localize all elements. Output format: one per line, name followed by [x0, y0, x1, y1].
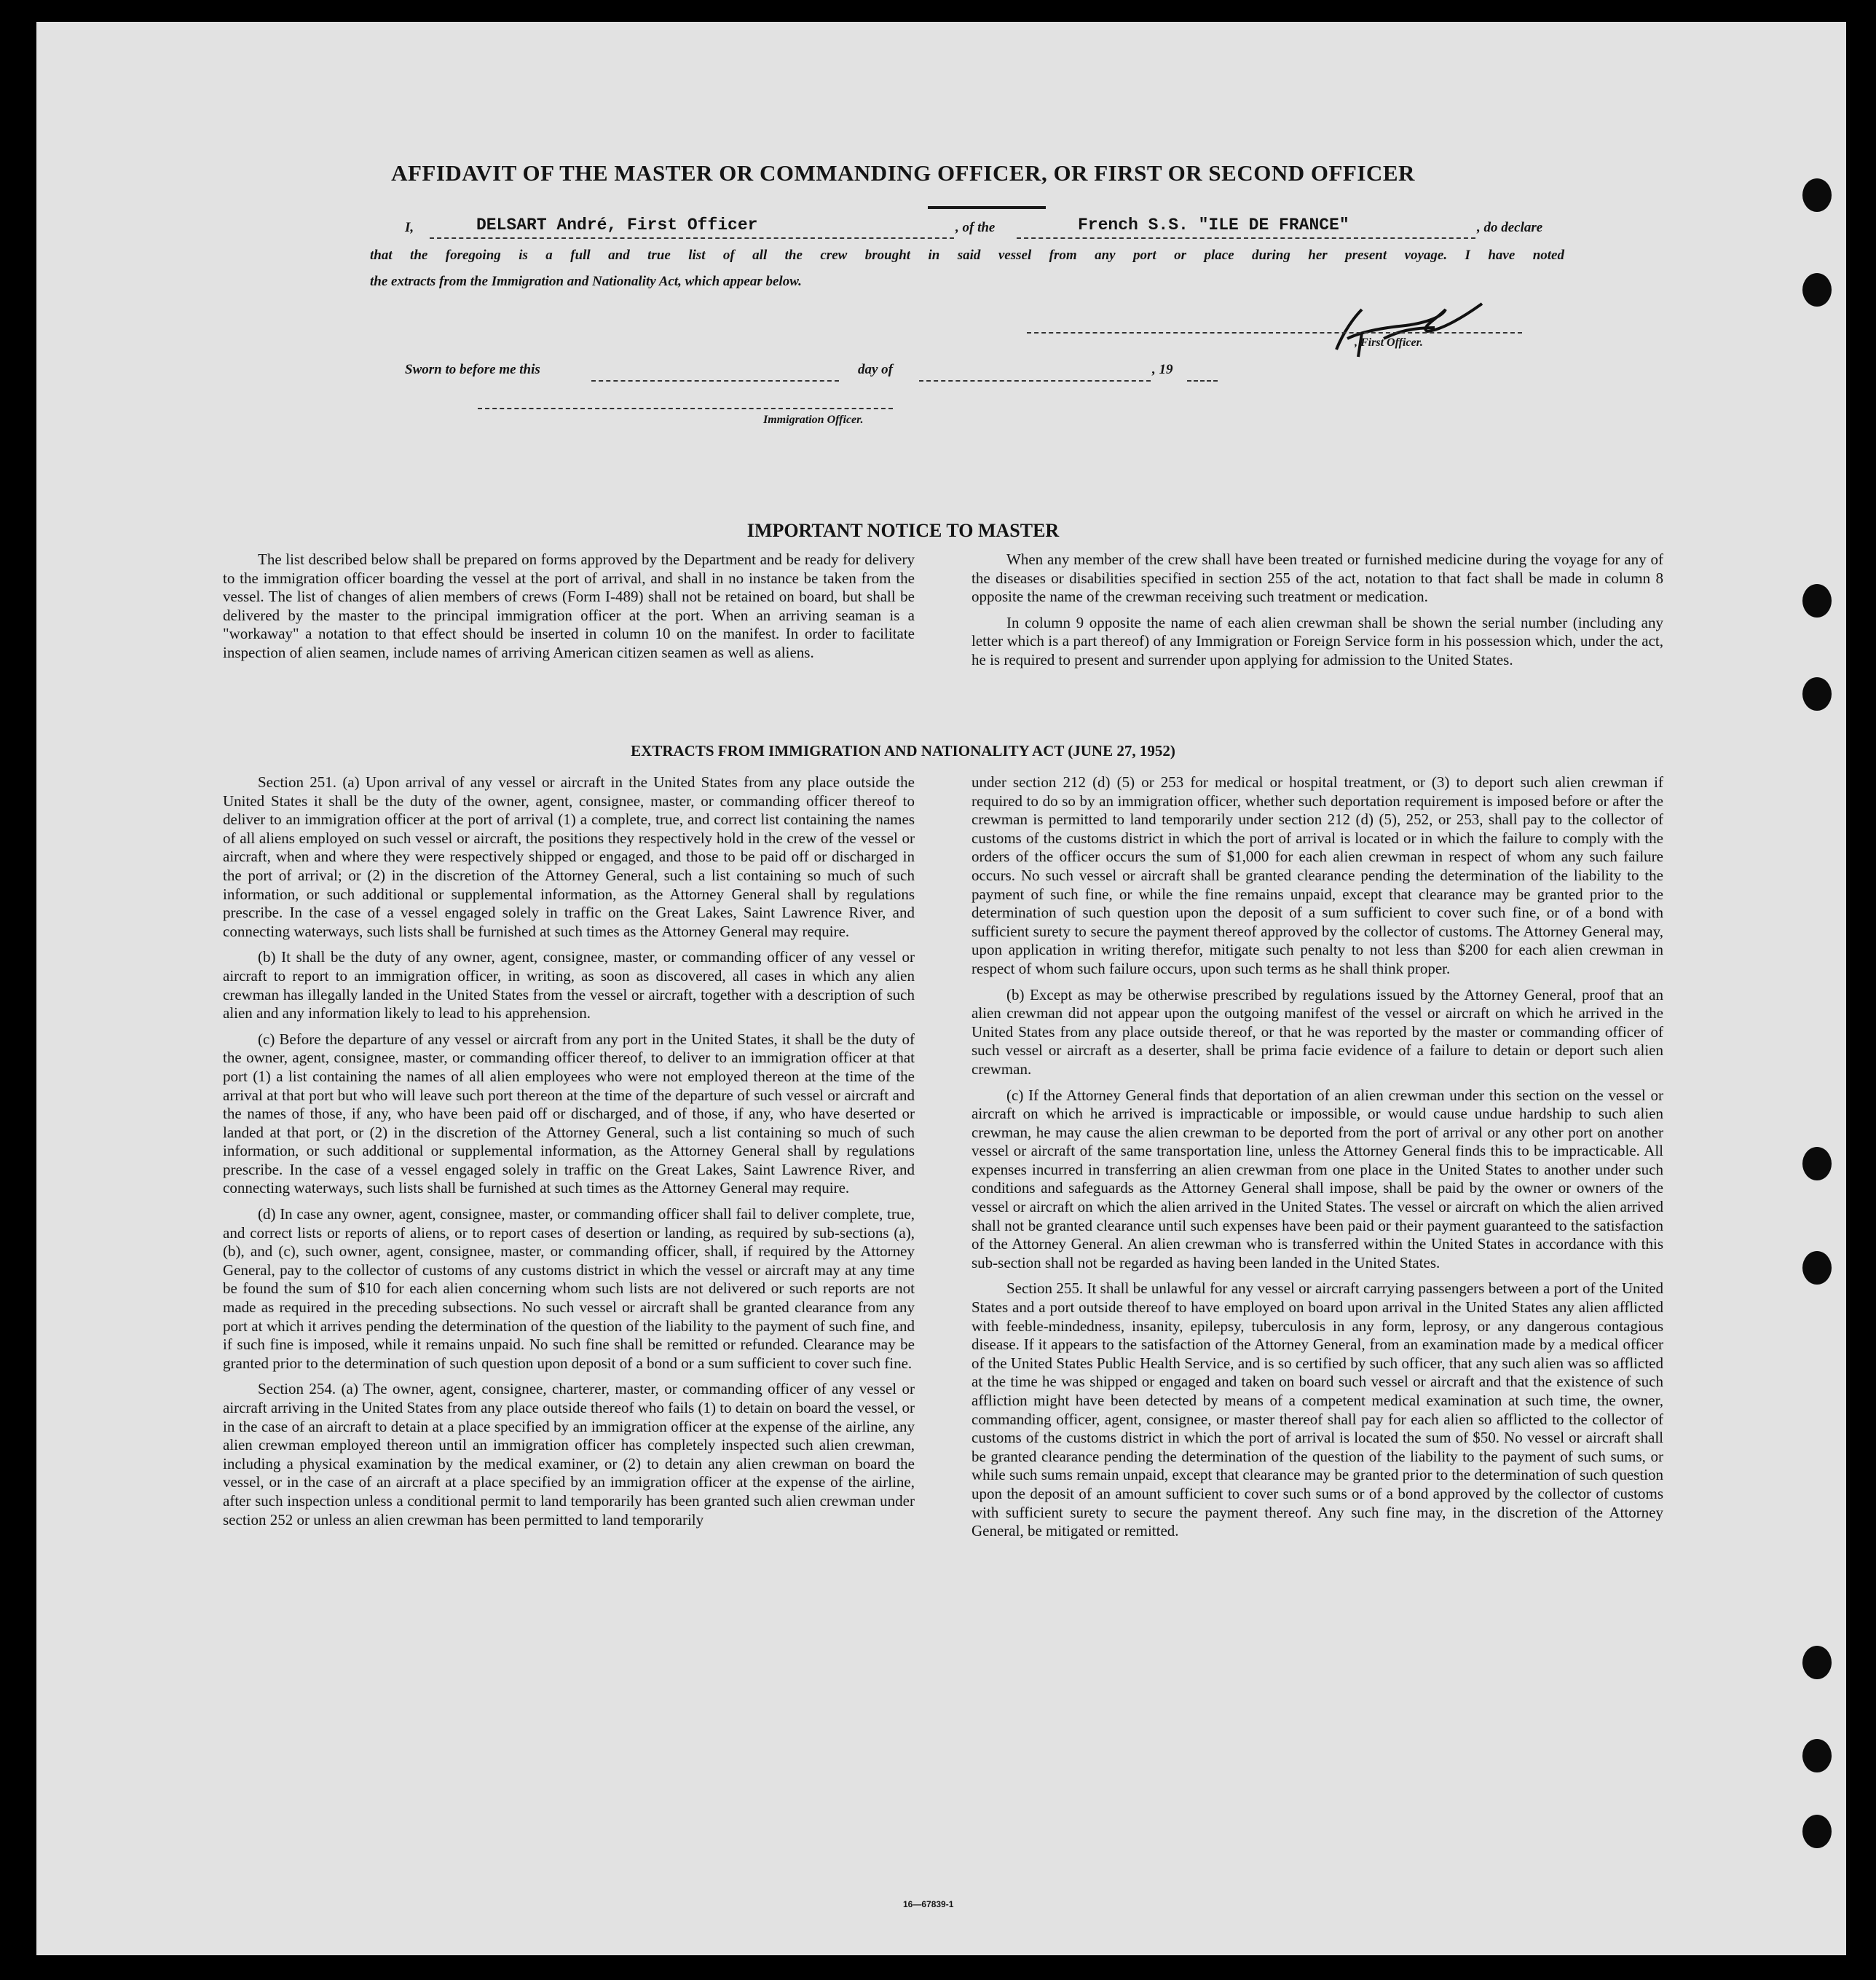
form-number: 16—67839-1	[903, 1899, 954, 1909]
punch-hole	[1802, 1147, 1832, 1180]
section-254c: (c) If the Attorney General finds that deportation of an alien crewman under this section on the vessel or aircraft on which he arrived is impracticable or impossible, or would cause undue hardship to such alien crewman, he may cause the alien crewman to be deported from the port of arrival or any other port on another vessel or aircraft of the same transportation line, unless the Attorney General finds this to be impracticable. All expenses incurred in transferring an alien crewman from one place in the United States to another under such conditions and safeguards as the Attorney General shall impose, shall be paid by the owner or owners of the vessel or aircraft on which the alien arrived in the United States. The vessel or aircraft on which the alien arrived shall not be granted clearance until such expenses have been paid or their payment guaranteed to the satisfaction of the Attorney General. An alien crewman who is transferred within the United States in accordance with this sub-section shall not be regarded as having been landed in the United States.	[972, 1086, 1663, 1271]
section-254a-continued: under section 212 (d) (5) or 253 for medical or hospital treatment, or (3) to deport such alien crewman if required to do so by an immigration officer, whether such deportation requirement is imposed before or after the crewman is permitted to land temporarily under section 212 (d) (5), 252, or 253, shall pay to the collector of customs of the customs district in which the port of arrival is located or in which the failure to comply with the orders of the officer occurs the sum of $1,000 for each alien crewman in respect of whom any such failure occurs. No such vessel or aircraft shall be granted clearance pending the determination of the liability to the payment of such fine, or while the fine remains unpaid, except that clearance may be granted prior to the determination of such question upon the deposit of a sum sufficient to cover such fine, or of a bond with sufficient surety to secure the payment thereof approved by the collector of customs. The Attorney General may, upon application in writing therefor, mitigate such penalty to not less than $200 for each alien crewman in respect of whom such failure occurs, upon such terms as he shall think proper.	[972, 773, 1663, 977]
punch-hole	[1802, 584, 1832, 618]
sworn-day-line	[591, 380, 839, 382]
of-the-label: , of the	[955, 220, 996, 235]
punch-hole	[1802, 677, 1832, 711]
extracts-right-column	[972, 773, 1663, 1548]
affidavit-text-line: that the foregoing is a full and true list of all the crew brought in said vessel from any port or place during her present voyage. I have noted	[370, 248, 1564, 263]
punch-hole	[1802, 273, 1832, 307]
signature-line	[1027, 332, 1522, 334]
vessel-line	[1017, 237, 1475, 239]
notice-left-column	[223, 551, 915, 670]
punch-hole	[1802, 1646, 1832, 1679]
name-line	[430, 237, 954, 239]
notice-title: IMPORTANT NOTICE TO MASTER	[746, 520, 1060, 541]
punch-hole	[1802, 1739, 1832, 1772]
section-251a: Section 251. (a) Upon arrival of any vessel or aircraft in the United States from any place outside the United States it shall be the duty of the owner, agent, consignee, master, or commanding officer thereof to deliver to an immigration officer at the port of arrival (1) a complete, true, and correct list containing the names of all aliens employed on such vessel or aircraft, the positions they respectively hold in the crew of the vessel or aircraft, when and where they were respectively shipped or engaged, and those to be paid off or discharged in the port of arrival; or (2) in the discretion of the Attorney General, such a list containing so much of such information, or such additional or supplemental information, as the Attorney General shall by regulations prescribe. In the case of a vessel engaged solely in traffic on the Great Lakes, Saint Lawrence River, and connecting waterways, such lists shall be furnished at such times as the Attorney General may require.	[223, 773, 915, 940]
immigration-officer-line	[478, 408, 893, 409]
document-page	[36, 22, 1846, 1955]
year-label: , 19	[1152, 362, 1173, 377]
section-251d: (d) In case any owner, agent, consignee, master, or commanding officer shall fail to deliver complete, true, and correct lists or reports of aliens, or to report cases of desertion or landing, as required by sub-sections (a), (b), and (c), such owner, agent, consignee, master, or commanding officer, shall, if required by the Attorney General, pay to the collector of customs of any customs district in which the vessel or aircraft may at any time be found the sum of $10 for each alien concerning whom such lists are not delivered or such reports are not made as required in the preceding subsections. No such vessel or aircraft shall be granted clearance from any port at which it arrives pending the determination of the question of the liability to the payment of such fine, and if such fine is imposed, while it remains unpaid. No such fine shall be remitted or refunded. Clearance may be granted prior to the determination of such question upon deposit of a bond or a sum sufficient to cover such fine.	[223, 1205, 915, 1372]
sworn-label: Sworn to before me this	[405, 362, 540, 377]
extracts-title: EXTRACTS FROM IMMIGRATION AND NATIONALITY ACT (JUNE 27, 1952)	[631, 742, 1175, 760]
day-of-label: day of	[858, 362, 894, 377]
extracts-left-column	[223, 773, 915, 1537]
vessel-name-field: French S.S. "ILE DE FRANCE"	[1078, 216, 1349, 234]
section-251b: (b) It shall be the duty of any owner, agent, consignee, master, or commanding officer of any vessel or aircraft to report to an immigration officer, in writing, as soon as discovered, all cases in which any alien crewman has illegally landed in the United States from the vessel or aircraft, together with a description of such alien and any information likely to lead to his apprehension.	[223, 948, 915, 1022]
notice-paragraph: The list described below shall be prepared on forms approved by the Department and be ready for delivery to the immigration officer boarding the vessel at the port of arrival, and shall in no instance be taken from the vessel. The list of changes of alien members of crews (Form I-489) shall not be retained on board, but shall be delivered by the master to the principal immigration officer at the port. When an arriving seaman is a "workaway" a notation to that effect should be inserted in column 10 on the manifest. In order to facilitate inspection of alien seamen, include names of arriving American citizen seamen as well as aliens.	[223, 551, 915, 661]
i-label: I,	[405, 220, 414, 235]
section-255: Section 255. It shall be unlawful for any vessel or aircraft carrying passengers between a port of the United States and a port outside thereof to have employed on board upon arrival in the United States any alien afflicted with feeble-mindedness, insanity, epilepsy, tuberculosis in any form, leprosy, or any dangerous contagious disease. If it appears to the satisfaction of the Attorney General, from an examination made by a medical officer of the United States Public Health Service, and is so certified by such officer, that any such alien was so afflicted at the time he was shipped or engaged and taken on board such vessel or aircraft and that the existence of such affliction might have been detected by means of a competent medical examination at such time, the owner, commanding officer, agent, consignee, or master thereof shall pay for each alien so afflicted to the collector of customs of the customs district in which the port of arrival is located the sum of $50. No vessel or aircraft shall be granted clearance pending the determination of the question of the liability to the payment of such sums, or while such sums remain unpaid, except that clearance may be granted prior to the determination of such question upon the deposit of an amount sufficient to cover such sums or of a bond approved by the collector of customs with sufficient surety to secure the payment thereof. Any such fine may, in the discretion of the Attorney General, be mitigated or remitted.	[972, 1279, 1663, 1540]
notice-paragraph: When any member of the crew shall have been treated or furnished medicine during the voyage for any of the diseases or disabilities specified in section 255 of the act, notation to that fact shall be made in column 8 opposite the name of the crewman receiving such treatment or medication.	[972, 551, 1663, 606]
affidavit-title: AFFIDAVIT OF THE MASTER OR COMMANDING OFFICER, OR FIRST OR SECOND OFFICER	[391, 160, 1415, 186]
immigration-officer-caption: Immigration Officer.	[763, 414, 864, 426]
punch-hole	[1802, 178, 1832, 212]
notice-paragraph: In column 9 opposite the name of each alien crewman shall be shown the serial number (including any letter which is a part thereof) of any Immigration or Foreign Service form in his possession which, under the act, he is required to present and surrender upon applying for admission to the United States.	[972, 613, 1663, 668]
officer-name-field: DELSART André, First Officer	[476, 216, 758, 234]
section-254a: Section 254. (a) The owner, agent, consignee, charterer, master, or commanding officer of any vessel or aircraft arriving in the United States from any place outside thereof who fails (1) to detain on board the vessel, or in the case of an aircraft to detain at a place specified by an immigration officer at the expense of the airline, any alien crewman employed thereon until an immigration officer has completely inspected such alien crewman, including a physical examination by the medical examiner, or (2) to detain any alien crewman on board the vessel, or in the case of an aircraft at a place specified by an immigration officer at the expense of the airline, after such inspection unless a conditional permit to land temporarily has been granted such alien crewman under section 252 or unless an alien crewman has been permitted to land temporarily	[223, 1380, 915, 1529]
section-254b: (b) Except as may be otherwise prescribed by regulations issued by the Attorney General, proof that an alien crewman did not appear upon the outgoing manifest of the vessel or aircraft on which he arrived in the United States from any place outside thereof, or that he was reported by the master or commanding officer of such vessel or aircraft as a deserter, shall be prima facie evidence of a failure to detain or deport such alien crewman.	[972, 985, 1663, 1078]
affidavit-text-line: the extracts from the Immigration and Nationality Act, which appear below.	[370, 274, 802, 289]
signature-caption: , First Officer.	[1355, 336, 1423, 349]
punch-hole	[1802, 1251, 1832, 1285]
notice-right-column	[972, 551, 1663, 677]
section-251c: (c) Before the departure of any vessel or aircraft from any port in the United States, it shall be the duty of the owner, agent, consignee, master, or commanding officer thereof, to deliver to an immigration officer at that port (1) a list containing the names of all alien employees who were not employed thereon at the time of the arrival at that port but who will leave such port thereon at the time of the departure of such vessel or aircraft and the names of those, if any, who have been paid off or discharged, and of those, if any, who have deserted or landed at that port, or (2) in the discretion of the Attorney General, such a list containing so much of such information, or such additional or supplemental information, as the Attorney General shall by regulations prescribe. In the case of a vessel engaged solely in traffic on the Great Lakes, Saint Lawrence River, and connecting waterways, such lists shall be furnished at such times as the Attorney General may require.	[223, 1030, 915, 1197]
sworn-year-line	[1187, 380, 1218, 382]
punch-hole	[1802, 1815, 1832, 1848]
title-divider	[928, 206, 1046, 209]
do-declare-label: , do declare	[1477, 220, 1543, 235]
sworn-month-line	[919, 380, 1151, 382]
officer-signature	[1318, 288, 1508, 368]
